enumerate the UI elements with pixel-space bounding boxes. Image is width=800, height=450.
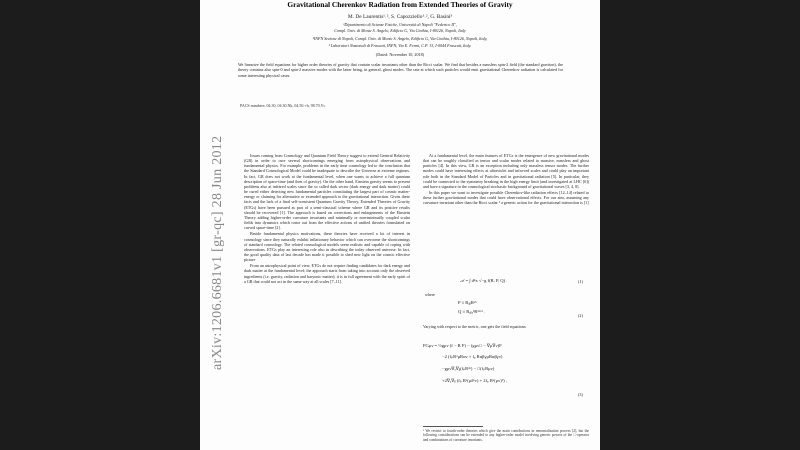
field-equation-line-4: +2∇ₐ∇ᵦ (fₚ Rᵃ(μδᵇν) + 2fᵩ Rᵃ(μν)ᵇ) , [442,378,507,383]
paragraph: Issues coming from Cosmology and Quantum Field Theory suggest to extend General Relativity (GR) in order to cure several shortcomings emerging from astrophysical observations and fundamental physics. For example, problems in the early time cosmology led to the conclusion that the Standard Cosmological Model could be inadequate to describe the Universe at extreme regimes. In fact, GR does not work at the fundamental level, when one wants to achieve a full quantum description of space-time (and then of gravity). On the other hand, Einstein gravity seems to present problems also at infrared scales since the so called dark sector (dark energy and dark matter) could be cured either detecting new fundamental particles constituting the largest part of cosmic matter-energy or claiming for alternative or extended approach to the gravitational interaction. Given these facts and the lack of a final self-consistent Quantum Gravity Theory, Extended Theories of Gravity (ETGs) have been pursued as part of a semi-classical scheme where GR and its positive results should be recovered [1]. The approach is based on corrections and enlargements of the Einstein Theory adding higher-order curvature invariants and minimally or non-minimally coupled scalar fields into dynamics which come out from the effective actions of unified theories formulated on curved space-time [2]. [244,153,410,231]
authors: M. De Laurentis¹˒², S. Capozziello¹˒², G. Basini³ [347,14,453,20]
equation-p: P ≡ RₐᵦRᵃᵇ [458,300,477,305]
right-column [423,153,589,207]
affiliation-3: ³ Laboratori Nazionali di Frascati, INFN, Via E. Fermi, C.P. 13, I-0044 Frascati, Italy. [328,43,472,48]
paragraph: Beside fundamental physics motivations, these theories have received a lot of interest in cosmology since they naturally exhibit inflationary behavior which can overcome the shortcomings of standard cosmology. The related cosmological models seem realistic and capable of coping with observations. ETGs play an interesting role also in describing the today observed universe. In fact, the good quality data of last decade has made it possible to shed new light on the cosmic effective picture [244,231,410,263]
footnote: ¹ We restrict to fourth-order theories which give the main contributions in renormalization process [2], but the following considerations can be extended to any higher-order model involving generic powers of the □-operator and combinations of curvature invariants. [423,429,589,442]
abstract: We linearize the field equations for higher order theories of gravity that contain scalar invariants other than the Ricci scalar. We find that besides a massless spin-2 field (the standard graviton), the theory contains also spin-0 and spin-2 massive modes with the latter being, in general, ghost modes. The rate at which such particles would emit gravitational Cherenkov radiation is calculated for some interesting physical cases. [238,62,563,78]
affiliation-1-address: Compl. Univ. di Monte S. Angelo, Edificio G, Via Cinthia, I-80126, Napoli, Italy [334,28,466,33]
equation-number-2: (2) [578,313,583,318]
paragraph: In this paper we want to investigate possible Cherenkov-like radiation effects [12–14] related to these further gravitational modes that could have observational effects. For our aim, assuming any curvature invariant other than the Ricci scalar ¹ a generic action for the gravitational interaction is [1] [423,190,589,206]
dated: (Dated: November 10, 2018) [375,52,425,57]
affiliation-2: ²INFN Sezione di Napoli, Compl. Univ. di Monte S. Angelo, Edificio G, Via Cinthia, I-80126, Napoli, Italy, [312,36,488,41]
paper-title: Gravitational Cherenkov Radiation from Extended Theories of Gravity [287,0,513,9]
footnote-rule [423,426,483,427]
paragraph: From an astrophysical point of view, ETGs do not require finding candidates for dark energy and dark matter at the fundamental level; the approach starts from taking into account only the observed ingredients (i.e. gravity, radiation and baryonic matter); it is in full agreement with the early spirit of a GR that could not act in the same way at all scales [7–11]. [244,263,410,284]
equation-number-1: (1) [578,279,583,284]
left-column [244,153,410,285]
pacs-numbers: PACS numbers: 04.30, 04.30.Nk, 04.50.+h, 98.70.Vc [240,103,326,108]
paragraph: At a fundamental level, the main features of ETGs is the emergence of new gravitational modes that can be roughly classified as tensor and scalar modes related to massive, massless and ghost particles [4]. In this view, GR is an exception including only massless tensor modes. The further modes could have interesting effects at ultraviolet and infra-red scales and could play an important role both in the Standard Model of Particles and in gravitational radiation [5]. In particular, they could be connected to the symmetry breaking in the high energy limit (and investigated at LHC [6]) and have a signature in the cosmological stochastic background of gravitational waves [3, 4, 8]. [423,153,589,189]
field-equation-line-3: −gμν∇ₐ∇ᵦ(fₚRᵃᵇ) − □(fₚRμν) [442,366,495,371]
paragraph: Varying with respect to the metric, one gets the field equations: [423,324,527,329]
equation-q: Q ≡ RₐᵦᵧᵟRᵃᵇᶜᵈ . [458,309,485,314]
equation-number-3: (3) [578,392,583,397]
equation-action: 𝒜 = ∫ d⁴x √−g f(R, P, Q) . [460,278,508,283]
field-equation-line-1: FGμν = ½gμν (f − R F) − (gμν□ − ∇μ∇ν)F [423,343,502,348]
varying-text [423,324,589,330]
field-equation-line-2: −2 (fₚRᵅμRαν + fᵩ RαβγμRαβγν) [442,354,503,359]
affiliation-1: ¹Dipartimento di Scienze Fisiche, Università di Napoli "Federico II", [343,22,457,27]
where-label: where [425,292,436,297]
